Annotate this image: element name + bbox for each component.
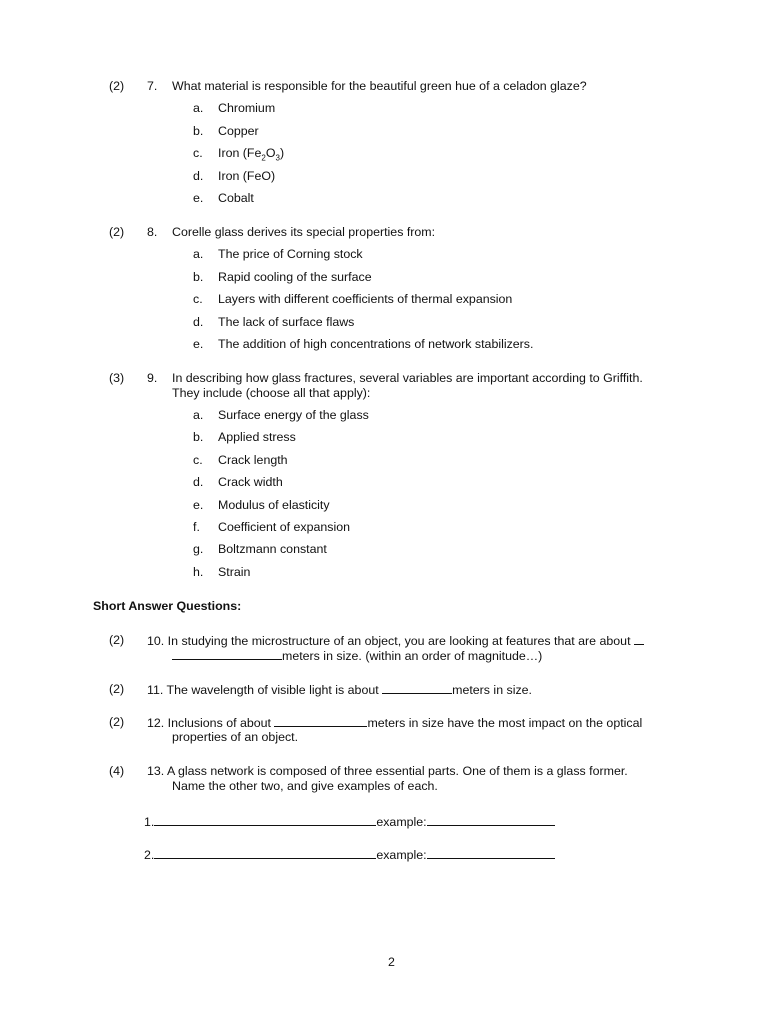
q8-option-a-letter: a. [193,247,204,261]
q9-option-b-text: Applied stress [218,430,296,444]
q12-answer-blank[interactable] [274,715,367,727]
q9-option-c-text: Crack length [218,453,288,467]
q8-option-c-text: Layers with different coefficients of thermal expansion [218,292,513,306]
q13-answer-row-1: 1. example: [144,814,555,829]
q7-option-e-letter: e. [193,191,204,205]
q9-option-f-letter: f. [193,520,200,534]
q7-option-b-letter: b. [193,124,204,138]
q13-line2: Name the other two, and give examples of each. [172,779,438,793]
q9-option-b-letter: b. [193,430,204,444]
q7-number: 7. [147,79,158,93]
q9-option-c-letter: c. [193,453,203,467]
q8-option-b-text: Rapid cooling of the surface [218,270,372,284]
q7-points: (2) [109,79,125,93]
q8-option-e-letter: e. [193,337,204,351]
q10-points: (2) [109,633,125,647]
q7-option-b-text: Copper [218,124,259,138]
q9-option-d-letter: d. [193,475,204,489]
q7-option-e-text: Cobalt [218,191,254,205]
q9-number: 9. [147,371,158,385]
q9-option-h-letter: h. [193,565,204,579]
q9-option-g-letter: g. [193,542,204,556]
q8-option-e-text: The addition of high concentrations of network stabilizers. [218,337,534,351]
q11-text: 11. The wavelength of visible light is about meters in size. [147,683,532,697]
q13-line1: 13. A glass network is composed of three essential parts. One of them is a glass former. [147,764,628,778]
q8-option-c-letter: c. [193,292,203,306]
q8-option-b-letter: b. [193,270,204,284]
q9-text-line1: In describing how glass fractures, several variables are important according to Griffith. [172,371,643,385]
q8-option-d-letter: d. [193,315,204,329]
q11-answer-blank[interactable] [382,682,452,694]
q13-answer-1-blank[interactable] [154,814,376,826]
q12-line2: properties of an object. [172,730,299,744]
q9-option-d-text: Crack width [218,475,283,489]
q10-line2: meters in size. (within an order of magnitude…) [172,648,542,663]
q7-option-a-letter: a. [193,101,204,115]
q9-option-e-text: Modulus of elasticity [218,498,330,512]
q12-line1: 12. Inclusions of about meters in size have the most impact on the optical [147,716,643,730]
q13-answer-2-blank[interactable] [154,847,376,859]
q10-line1: 10. In studying the microstructure of an object, you are looking at features that are about [147,633,644,648]
q8-option-d-text: The lack of surface flaws [218,315,355,329]
q7-option-c-letter: c. [193,146,203,160]
q9-option-e-letter: e. [193,498,204,512]
q10-answer-blank[interactable] [172,648,282,660]
q13-example-1-blank[interactable] [427,814,555,826]
q9-points: (3) [109,371,125,385]
q9-option-h-text: Strain [218,565,251,579]
q9-text-line2: They include (choose all that apply): [172,386,371,400]
q13-example-2-blank[interactable] [427,847,555,859]
q12-points: (2) [109,715,125,729]
q7-text: What material is responsible for the beautiful green hue of a celadon glaze? [172,79,587,93]
q7-option-d-letter: d. [193,169,204,183]
q9-option-a-letter: a. [193,408,204,422]
q9-option-a-text: Surface energy of the glass [218,408,369,422]
q11-points: (2) [109,682,125,696]
page-number: 2 [388,955,395,969]
q7-option-c-text: Iron $(Fe_2O_3)$ [218,146,285,163]
q13-points: (4) [109,764,125,778]
q9-option-g-text: Boltzmann constant [218,542,327,556]
section-heading: Short Answer Questions: [93,599,242,613]
q13-answer-row-2: 2. example: [144,847,555,862]
q8-text: Corelle glass derives its special properties from: [172,225,436,239]
q8-option-a-text: The price of Corning stock [218,247,363,261]
q9-option-f-text: Coefficient of expansion [218,520,351,534]
q8-number: 8. [147,225,158,239]
q10-answer-blank-start[interactable] [634,633,644,645]
q7-option-a-text: Chromium [218,101,276,115]
q7-option-d-text: Iron (FeO) [218,169,276,183]
q8-points: (2) [109,225,125,239]
